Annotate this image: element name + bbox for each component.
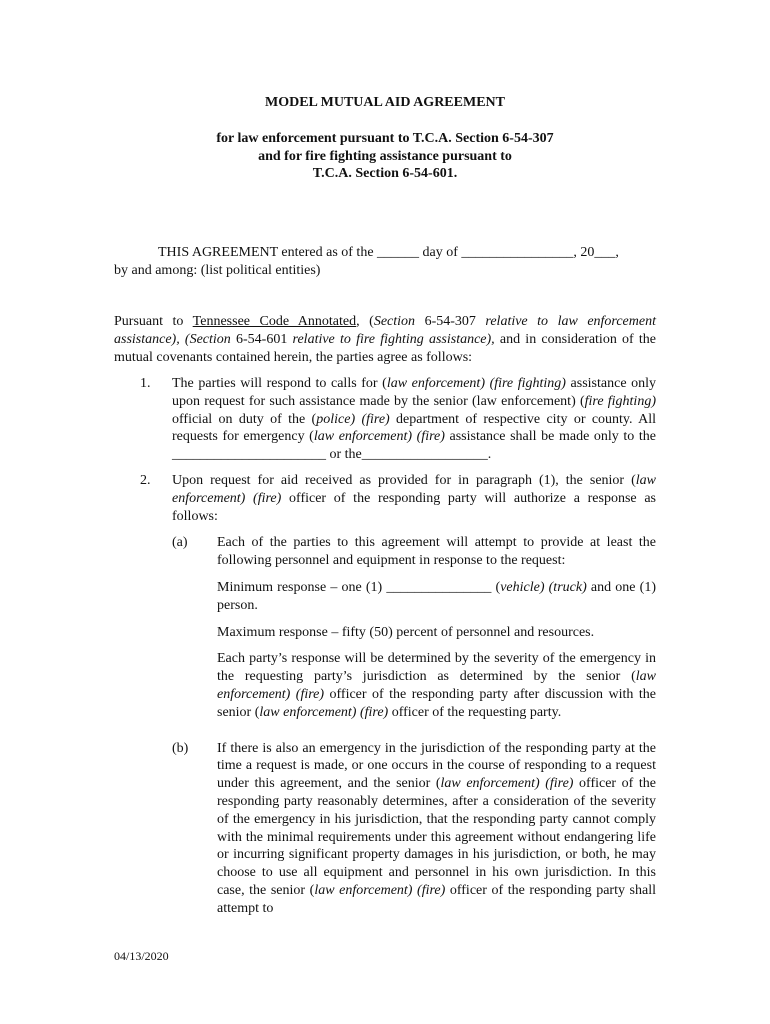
text-run: fire fighting): [584, 393, 656, 409]
text-run: If there is also an emergency in the jurisdiction of the responding party at the time a request is made, or one occurs in the course of responding to a request under this agreement, and the senior (: [217, 740, 656, 792]
list-item-2: [114, 472, 656, 918]
text-run: Pursuant to: [114, 314, 193, 329]
text-run: Each party’s response will be determined by the severity of the emergency in the requesting party’s jurisdiction as determined by the senior (: [217, 651, 656, 685]
item-content: [172, 472, 656, 918]
text-run: Minimum response – one (1) _______________ (: [217, 579, 501, 595]
pursuant-paragraph: [114, 313, 656, 366]
text-run: and in consideration of the mutual covenants contained herein, the parties agree as follows:: [114, 331, 656, 365]
item-text: [172, 375, 656, 464]
text-run: Section: [373, 314, 416, 329]
text-run: assistance shall be made only to the ______________________ or the__________________.: [172, 429, 656, 463]
text-run: law enforcement) (fire): [314, 882, 446, 898]
sub-item-b: [172, 740, 656, 918]
text-run: police) (fire): [316, 411, 390, 427]
sub-item-a: [172, 534, 656, 730]
subtitle-line: for law enforcement pursuant to T.C.A. Section 6-54-307: [216, 131, 554, 146]
text-run: officer of the responding party reasonably determines, after a consideration of the severity of the emergency in his jurisdiction, that the responding party cannot comply with the minimal requirements under this agreement without endangering life or incurring significant property damages in his jurisdiction, or both, he may choose to use all equipment and personnel in his own jurisdiction. In this case, the senior (: [217, 776, 656, 898]
text-run: law enforcement) (fire): [172, 472, 656, 506]
maximum-response: Maximum response – fifty (50) percent of personnel and resources.: [217, 624, 595, 640]
text-run: 6-54-307: [415, 314, 486, 329]
footer-date: 04/13/2020: [114, 949, 169, 963]
list-item-1: [114, 375, 656, 464]
text-run: officer of the responding party will authorize a response as follows:: [172, 490, 656, 524]
document-subtitle: [0, 130, 770, 183]
sub-paragraph: [217, 650, 656, 721]
subtitle-line: T.C.A. Section 6-54-601.: [312, 166, 458, 181]
text-run: assistance only upon request for such assistance made by the senior (law enforcement) (: [172, 376, 657, 409]
text-run: officer of the responding party after discussion with the senior (: [217, 686, 656, 720]
document-title: MODEL MUTUAL AID AGREEMENT: [265, 95, 505, 110]
text-run: officer of the responding party shall attempt to: [217, 882, 656, 916]
text-run: official on duty of the (: [172, 411, 317, 427]
tca-reference: Tennessee Code Annotated: [192, 314, 357, 329]
text-run: Upon request for aid received as provided for in paragraph (1), the senior (: [172, 472, 636, 488]
numbered-list: [114, 375, 656, 926]
agreement-intro: [114, 244, 656, 280]
sub-item-label: (a): [172, 535, 188, 551]
text-run: 6-54-601: [230, 331, 293, 347]
text-run: department of respective city or county. All requests for emergency (: [172, 411, 656, 445]
item-number: 2.: [140, 472, 151, 488]
text-run: law enforcement) (fire): [217, 669, 656, 702]
intro-line-1: THIS AGREEMENT entered as of the ______ day of ________________, 20___,: [158, 245, 619, 260]
item-number: 1.: [140, 376, 151, 391]
intro-line-2: by and among: (list political entities): [114, 262, 321, 278]
item-text: [172, 472, 656, 525]
text-run: relative to law enforcement assistance), (Section: [114, 314, 656, 347]
minimum-response: [217, 579, 656, 615]
text-run: officer of the requesting party.: [388, 704, 562, 720]
text-run: law enforcement) (fire): [440, 776, 574, 792]
sub-item-label: (b): [172, 740, 189, 756]
text-run: vehicle) (truck): [500, 579, 587, 595]
sub-item-text: [217, 740, 656, 918]
subtitle-line: and for fire fighting assistance pursuant to: [258, 148, 512, 164]
text-run: law enforcement) (fire fighting): [386, 376, 566, 391]
text-run: law enforcement) (fire): [259, 704, 389, 720]
text-run: law enforcement) (fire): [313, 429, 445, 445]
text-run: , (: [356, 314, 374, 329]
sub-paragraph: Each of the parties to this agreement will attempt to provide at least the following personnel and equipment in response to the request:: [217, 535, 656, 569]
text-run: and one (1) person.: [217, 579, 656, 613]
sub-item-text: [217, 534, 656, 730]
text-run: relative to fire fighting assistance),: [292, 331, 495, 347]
text-run: The parties will respond to calls for (: [172, 376, 387, 391]
